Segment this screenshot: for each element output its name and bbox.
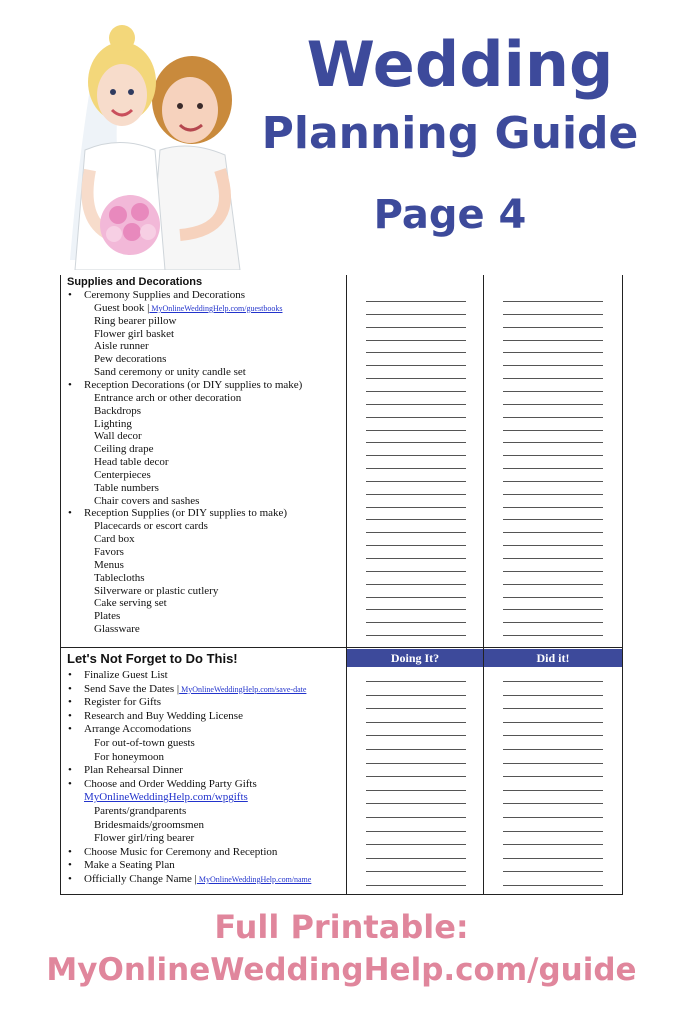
list-item-text: Flower girl/ring bearer <box>94 832 195 845</box>
list-item <box>94 469 151 482</box>
answer-line-did[interactable] <box>503 831 603 832</box>
answer-line-doing[interactable] <box>366 519 466 520</box>
list-item-text: Parents/grandparents <box>94 805 187 817</box>
answer-line-did[interactable] <box>503 558 603 559</box>
answer-line-doing[interactable] <box>366 597 466 598</box>
list-item <box>94 302 283 316</box>
answer-line-did[interactable] <box>503 455 603 456</box>
answer-line-did[interactable] <box>503 507 603 508</box>
list-item-text: Backdrops <box>94 404 142 417</box>
list-item-text: Choose and Order Wedding Party Gifts <box>84 777 257 790</box>
answer-line-doing[interactable] <box>366 340 466 341</box>
list-item-text: Make a Seating Plan <box>84 859 175 872</box>
answer-line-doing[interactable] <box>366 871 466 872</box>
list-item <box>84 723 191 736</box>
column-header-did-it: Did it! <box>484 649 622 667</box>
answer-line-doing[interactable] <box>366 831 466 832</box>
answer-line-doing[interactable] <box>366 844 466 845</box>
link[interactable]: MyOnlineWeddingHelp.com/guestbooks <box>149 303 283 313</box>
answer-line-did[interactable] <box>503 858 603 859</box>
list-item-text: Register for Gifts <box>84 696 161 709</box>
footer-line-2: MyOnlineWeddingHelp.com/guide <box>46 952 637 988</box>
answer-line-did[interactable] <box>503 519 603 520</box>
list-item-text: Pew decorations <box>94 353 167 366</box>
list-item-text: Reception Supplies (or DIY supplies to make) <box>84 507 288 520</box>
answer-line-did[interactable] <box>503 430 603 431</box>
answer-line-did[interactable] <box>503 622 603 623</box>
list-item-text: Bridesmaids/groomsmen <box>94 818 204 831</box>
list-item-text: Menus <box>94 558 124 571</box>
answer-line-doing[interactable] <box>366 776 466 777</box>
list-item-text: Sand ceremony or unity candle set <box>94 366 246 379</box>
link[interactable]: MyOnlineWeddingHelp.com/wpgifts <box>84 791 248 804</box>
list-item-text: Cake serving set <box>94 597 167 610</box>
answer-line-doing[interactable] <box>366 314 466 315</box>
link[interactable]: MyOnlineWeddingHelp.com/save-date <box>179 684 307 694</box>
answer-line-did[interactable] <box>503 803 603 804</box>
list-item-text: Head table decor <box>94 456 169 469</box>
list-item <box>84 289 245 302</box>
answer-line-did[interactable] <box>503 695 603 696</box>
list-item <box>94 597 167 610</box>
table-border-right <box>622 275 623 895</box>
list-item <box>84 669 168 682</box>
list-item <box>84 696 161 709</box>
answer-line-doing[interactable] <box>366 442 466 443</box>
list-item-text: Choose Music for Ceremony and Reception <box>84 845 278 858</box>
answer-line-doing[interactable] <box>366 763 466 764</box>
answer-line-did[interactable] <box>503 763 603 764</box>
answer-line-doing[interactable] <box>366 635 466 636</box>
answer-line-did[interactable] <box>503 481 603 482</box>
list-item <box>84 859 175 872</box>
answer-line-doing[interactable] <box>366 301 466 302</box>
answer-line-did[interactable] <box>503 844 603 845</box>
answer-line-doing[interactable] <box>366 430 466 431</box>
answer-line-did[interactable] <box>503 609 603 610</box>
list-item <box>94 623 140 636</box>
answer-line-doing[interactable] <box>366 571 466 572</box>
list-item <box>84 379 302 392</box>
answer-line-did[interactable] <box>503 722 603 723</box>
answer-line-did[interactable] <box>503 885 603 886</box>
list-item-text: Silverware or plastic cutlery <box>94 584 219 597</box>
list-item <box>94 328 174 341</box>
answer-line-doing[interactable] <box>366 885 466 886</box>
answer-line-did[interactable] <box>503 871 603 872</box>
list-item <box>94 443 154 456</box>
answer-line-doing[interactable] <box>366 735 466 736</box>
answer-line-doing[interactable] <box>366 494 466 495</box>
list-item <box>84 791 248 804</box>
list-item <box>94 430 142 443</box>
list-item <box>94 533 135 546</box>
answer-line-doing[interactable] <box>366 545 466 546</box>
answer-line-did[interactable] <box>503 327 603 328</box>
list-item <box>94 832 194 845</box>
answer-line-doing[interactable] <box>366 681 466 682</box>
list-item-text: Card box <box>94 533 135 546</box>
answer-line-doing[interactable] <box>366 391 466 392</box>
answer-line-doing[interactable] <box>366 622 466 623</box>
list-item-text: Guest book | <box>94 301 150 314</box>
section-title-not-forget: Let's Not Forget to Do This! <box>67 651 238 666</box>
list-item-text: Tablecloths <box>94 571 145 584</box>
list-item-text: Flower girl basket <box>94 327 175 340</box>
answer-line-did[interactable] <box>503 494 603 495</box>
answer-line-did[interactable] <box>503 635 603 636</box>
answer-line-did[interactable] <box>503 584 603 585</box>
answer-line-doing[interactable] <box>366 468 466 469</box>
answer-line-did[interactable] <box>503 681 603 682</box>
list-item-text: Table numbers <box>94 481 159 494</box>
list-item <box>94 482 159 495</box>
list-item <box>94 405 141 418</box>
list-item-text: For out-of-town guests <box>94 737 195 749</box>
answer-line-did[interactable] <box>503 301 603 302</box>
list-item <box>94 520 208 533</box>
list-item <box>84 846 277 859</box>
table-border-bottom <box>60 894 623 895</box>
title-line-1: Wedding <box>306 28 614 101</box>
answer-line-did[interactable] <box>503 352 603 353</box>
answer-line-doing[interactable] <box>366 558 466 559</box>
list-item-text: Ring bearer pillow <box>94 314 177 327</box>
list-item-text: Ceiling drape <box>94 443 154 456</box>
answer-line-doing[interactable] <box>366 790 466 791</box>
answer-line-did[interactable] <box>503 391 603 392</box>
column-header-doing-it: Doing It? <box>347 649 483 667</box>
list-item <box>94 392 241 405</box>
answer-line-did[interactable] <box>503 545 603 546</box>
answer-line-doing[interactable] <box>366 708 466 709</box>
answer-line-doing[interactable] <box>366 749 466 750</box>
answer-line-did[interactable] <box>503 571 603 572</box>
answer-line-did[interactable] <box>503 417 603 418</box>
list-item-text: Placecards or escort cards <box>94 520 208 533</box>
list-item-text: Entrance arch or other decoration <box>94 391 242 404</box>
answer-line-did[interactable] <box>503 365 603 366</box>
answer-line-did[interactable] <box>503 790 603 791</box>
column-divider-2 <box>483 275 484 895</box>
answer-line-doing[interactable] <box>366 858 466 859</box>
list-item-text: Ceremony Supplies and Decorations <box>84 289 245 301</box>
list-item-text: Wall decor <box>94 430 142 443</box>
list-item-text: Lighting <box>94 417 132 430</box>
list-item <box>94 495 199 508</box>
answer-line-doing[interactable] <box>366 455 466 456</box>
list-item-text: Glassware <box>94 623 140 636</box>
answer-line-did[interactable] <box>503 404 603 405</box>
footer-line-1: Full Printable: <box>214 908 469 946</box>
list-item-text: Favors <box>94 546 124 558</box>
list-item <box>94 805 186 818</box>
answer-line-did[interactable] <box>503 708 603 709</box>
list-item-text: Send Save the Dates | <box>84 682 180 695</box>
list-item <box>94 737 195 750</box>
list-item <box>94 315 176 328</box>
answer-line-doing[interactable] <box>366 378 466 379</box>
title-line-3: Page 4 <box>373 192 527 238</box>
list-item <box>94 585 218 598</box>
answer-line-did[interactable] <box>503 314 603 315</box>
list-item-text: Centerpieces <box>94 468 151 481</box>
table-border-left <box>60 275 61 895</box>
answer-line-doing[interactable] <box>366 481 466 482</box>
list-item <box>94 366 246 379</box>
list-item-text: Research and Buy Wedding License <box>84 709 243 722</box>
answer-line-doing[interactable] <box>366 327 466 328</box>
answer-line-did[interactable] <box>503 597 603 598</box>
list-item-text: Chair covers and sashes <box>94 494 200 507</box>
title-line-2: Planning Guide <box>261 108 639 159</box>
list-item <box>94 418 132 431</box>
answer-line-did[interactable] <box>503 735 603 736</box>
answer-line-did[interactable] <box>503 378 603 379</box>
section-title-supplies: Supplies and Decorations <box>67 276 203 288</box>
list-item <box>94 819 204 832</box>
answer-line-doing[interactable] <box>366 817 466 818</box>
answer-line-did[interactable] <box>503 442 603 443</box>
list-item-text: Plates <box>94 610 121 623</box>
answer-line-did[interactable] <box>503 468 603 469</box>
list-item <box>84 710 243 723</box>
list-item <box>84 873 311 887</box>
answer-line-did[interactable] <box>503 340 603 341</box>
list-item <box>94 546 124 559</box>
list-item <box>94 340 149 353</box>
column-divider-1 <box>346 275 347 895</box>
list-item-text: Reception Decorations (or DIY supplies to make) <box>84 378 303 391</box>
answer-line-doing[interactable] <box>366 532 466 533</box>
list-item <box>84 764 183 777</box>
list-item <box>94 610 120 623</box>
list-item <box>94 559 124 572</box>
list-item-text: Plan Rehearsal Dinner <box>84 764 183 777</box>
list-item-text: Officially Change Name | <box>84 873 197 885</box>
list-item-text: Aisle runner <box>94 340 149 353</box>
answer-line-did[interactable] <box>503 532 603 533</box>
answer-line-doing[interactable] <box>366 584 466 585</box>
bride-and-friend-illustration <box>40 20 260 270</box>
answer-line-doing[interactable] <box>366 609 466 610</box>
answer-line-doing[interactable] <box>366 365 466 366</box>
list-item <box>94 572 145 585</box>
list-item <box>84 778 257 791</box>
list-item <box>94 456 169 469</box>
answer-line-doing[interactable] <box>366 404 466 405</box>
planning-table <box>60 275 623 895</box>
answer-line-doing[interactable] <box>366 417 466 418</box>
answer-line-did[interactable] <box>503 749 603 750</box>
answer-line-did[interactable] <box>503 776 603 777</box>
list-item <box>94 751 164 764</box>
list-item-text: Arrange Accomodations <box>84 723 192 736</box>
answer-line-did[interactable] <box>503 817 603 818</box>
list-item-text: Finalize Guest List <box>84 669 168 681</box>
section-divider <box>60 647 623 648</box>
answer-line-doing[interactable] <box>366 507 466 508</box>
answer-line-doing[interactable] <box>366 722 466 723</box>
list-item <box>94 353 166 366</box>
list-item <box>84 683 306 697</box>
list-item-text: For honeymoon <box>94 750 164 763</box>
answer-line-doing[interactable] <box>366 803 466 804</box>
answer-line-doing[interactable] <box>366 695 466 696</box>
list-item <box>84 507 287 520</box>
link[interactable]: MyOnlineWeddingHelp.com/name <box>196 875 312 884</box>
answer-line-doing[interactable] <box>366 352 466 353</box>
